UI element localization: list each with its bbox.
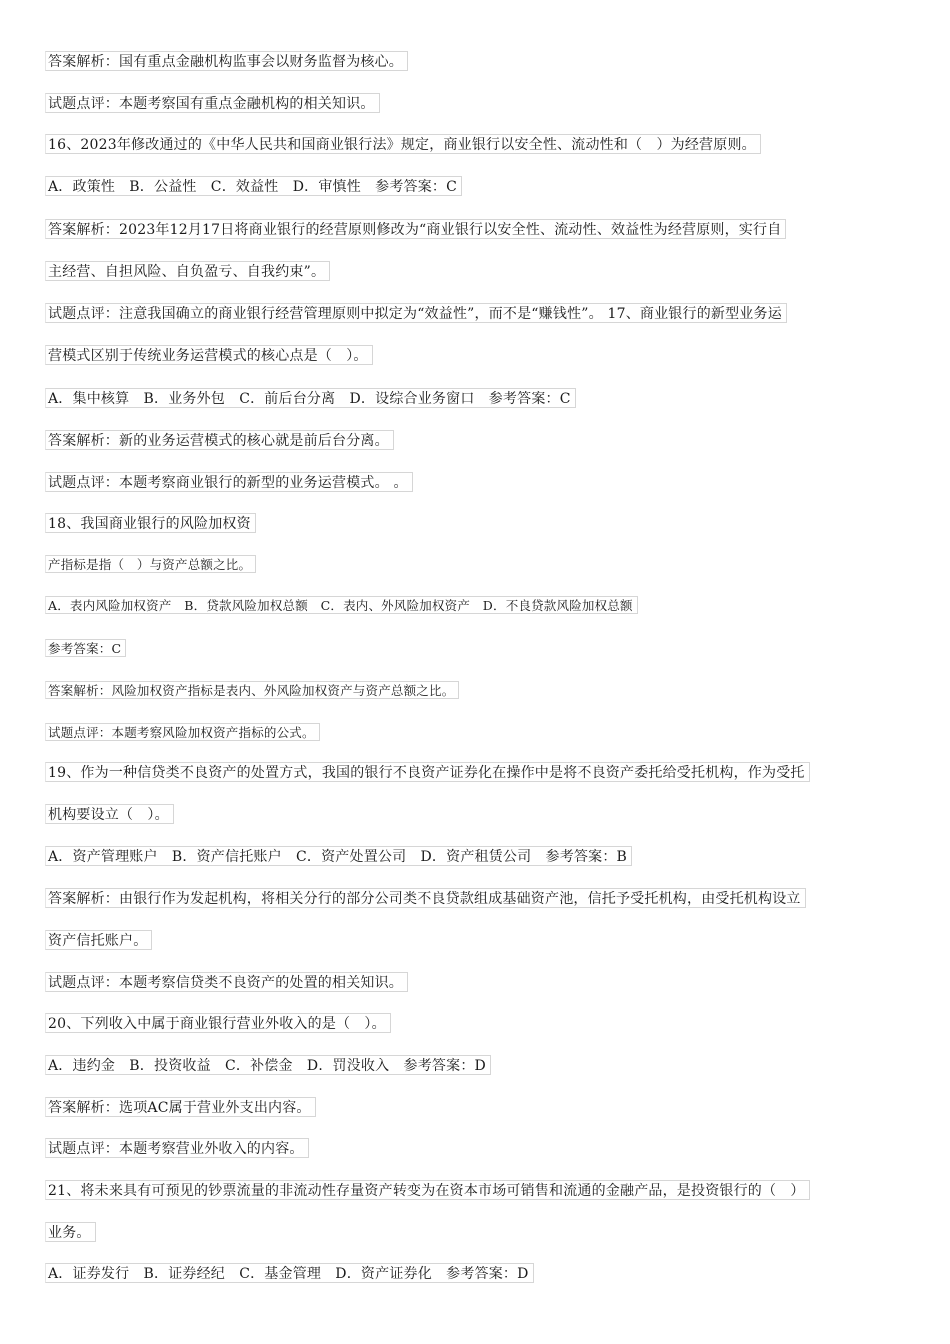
text-line: 主经营、自担风险、自负盈亏、自我约束”。 bbox=[45, 261, 330, 281]
text-line: 试题点评：本题考察商业银行的新型的业务运营模式。 。 bbox=[45, 472, 413, 492]
text-line: A．证券发行 B．证券经纪 C．基金管理 D．资产证券化 参考答案：D bbox=[45, 1263, 534, 1283]
text-line: A．集中核算 B．业务外包 C．前后台分离 D．设综合业务窗口 参考答案：C bbox=[45, 388, 576, 408]
text-line: 16、2023年修改通过的《中华人民共和国商业银行法》规定，商业银行以安全性、流动性和（ ）为经营原则。 bbox=[45, 134, 761, 154]
text-line: 试题点评：本题考察信贷类不良资产的处置的相关知识。 bbox=[45, 972, 408, 992]
text-line: 21、将未来具有可预见的钞票流量的非流动性存量资产转变为在资本市场可销售和流通的金融产品，是投资银行的（ ） bbox=[45, 1180, 810, 1200]
text-line: 答案解析：2023年12月17日将商业银行的经营原则修改为“商业银行以安全性、流动性、效益性为经营原则，实行自 bbox=[45, 219, 786, 239]
text-line: 试题点评：注意我国确立的商业银行经营管理原则中拟定为“效益性”，而不是“赚钱性”。 17、商业银行的新型业务运 bbox=[45, 303, 787, 323]
text-line: 19、作为一种信贷类不良资产的处置方式，我国的银行不良资产证券化在操作中是将不良资产委托给受托机构，作为受托 bbox=[45, 762, 810, 782]
text-line: 答案解析：国有重点金融机构监事会以财务监督为核心。 bbox=[45, 51, 408, 71]
text-line: 答案解析：选项AC属于营业外支出内容。 bbox=[45, 1097, 316, 1117]
text-line: 答案解析：由银行作为发起机构，将相关分行的部分公司类不良贷款组成基础资产池，信托予受托机构，由受托机构设立 bbox=[45, 888, 806, 908]
text-line: 20、下列收入中属于商业银行营业外收入的是（ ）。 bbox=[45, 1013, 391, 1033]
text-line: 答案解析：新的业务运营模式的核心就是前后台分离。 bbox=[45, 430, 394, 450]
text-line: 试题点评：本题考察国有重点金融机构的相关知识。 bbox=[45, 93, 380, 113]
text-line: A．违约金 B．投资收益 C．补偿金 D．罚没收入 参考答案：D bbox=[45, 1055, 491, 1075]
text-line: 参考答案：C bbox=[45, 639, 126, 657]
text-line: A．政策性 B．公益性 C．效益性 D．审慎性 参考答案：C bbox=[45, 176, 462, 196]
text-line: 业务。 bbox=[45, 1222, 96, 1242]
text-line: 试题点评：本题考察营业外收入的内容。 bbox=[45, 1138, 309, 1158]
text-line: 答案解析：风险加权资产指标是表内、外风险加权资产与资产总额之比。 bbox=[45, 681, 459, 699]
text-line: A．资产管理账户 B．资产信托账户 C．资产处置公司 D．资产租赁公司 参考答案：B bbox=[45, 846, 632, 866]
text-line: 试题点评：本题考察风险加权资产指标的公式。 bbox=[45, 723, 320, 741]
text-line: 营模式区别于传统业务运营模式的核心点是（ ）。 bbox=[45, 345, 373, 365]
text-line: 产指标是指（ ）与资产总额之比。 bbox=[45, 555, 256, 573]
text-line: 资产信托账户。 bbox=[45, 930, 152, 950]
text-line: 18、我国商业银行的风险加权资 bbox=[45, 513, 256, 533]
text-line: 机构要设立（ ）。 bbox=[45, 804, 174, 824]
text-line: A．表内风险加权资产 B．贷款风险加权总额 C．表内、外风险加权资产 D．不良贷款风险加权总额 bbox=[45, 596, 638, 614]
